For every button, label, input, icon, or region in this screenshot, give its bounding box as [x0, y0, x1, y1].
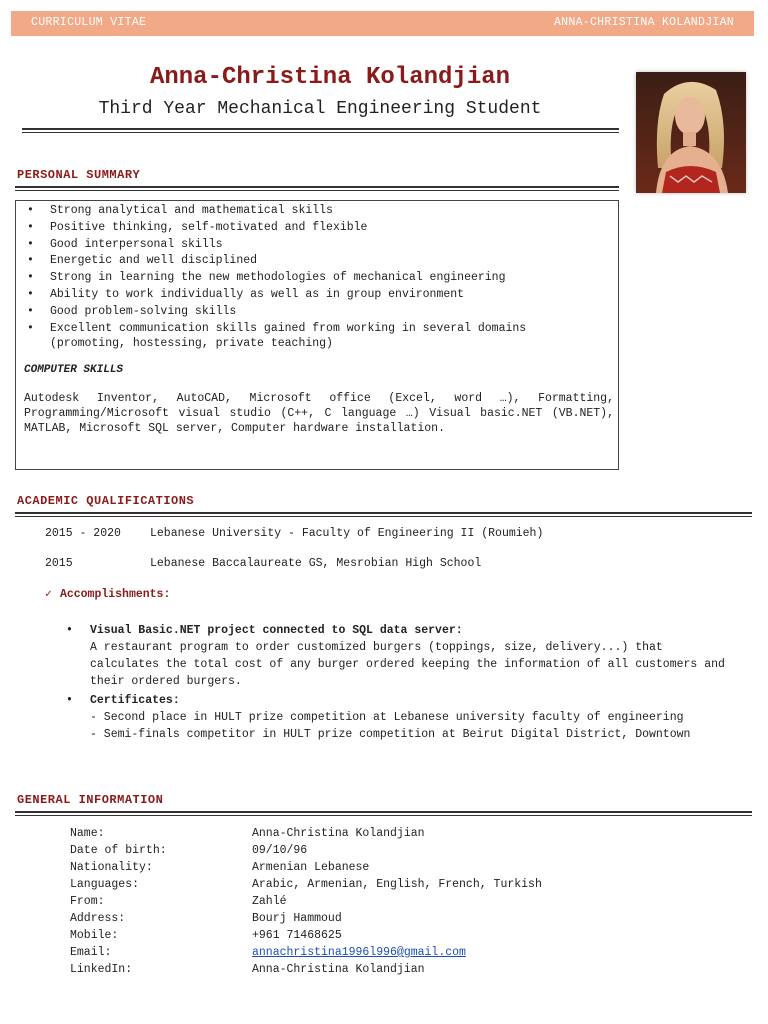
- list-item: • Strong in learning the new methodologies of mechanical engineering: [24, 270, 614, 287]
- profile-photo: [636, 72, 746, 193]
- info-row: [70, 927, 542, 944]
- accomplishments-label: Accomplishments:: [59, 588, 171, 601]
- list-item: • Good interpersonal skills: [24, 237, 614, 254]
- info-key: Email:: [70, 946, 112, 959]
- accomplishments-heading: [45, 586, 170, 601]
- page-title: Anna-Christina Kolandjian: [149, 64, 511, 91]
- academic-title: ACADEMIC QUALIFICATIONS: [17, 494, 195, 508]
- accomplishment-head: • Certificates:: [90, 694, 180, 707]
- info-value: Anna-Christina Kolandjian: [252, 827, 425, 840]
- summary-box: [15, 200, 619, 470]
- info-key: Date of birth:: [70, 844, 167, 857]
- checkmark-icon: ✓: [45, 588, 52, 601]
- info-row: [70, 944, 542, 961]
- computer-skills-text: Autodesk Inventor, AutoCAD, Microsoft office (Excel, word …), Formatting, Programming/Microsoft visual studio (C++, C language …) Visual basic.NET (VB.NET), MATLAB, Microsoft SQL server, Computer hardware installation.: [24, 392, 614, 435]
- list-item: • Energetic and well disciplined: [24, 253, 614, 270]
- academic-text: Lebanese University - Faculty of Engineering II (Roumieh): [150, 527, 544, 540]
- accomplishment-head: • Visual Basic.NET project connected to SQL data server:: [90, 624, 463, 637]
- summary-title: PERSONAL SUMMARY: [17, 168, 141, 182]
- list-item: • Ability to work individually as well as in group environment: [24, 287, 614, 304]
- info-value: Armenian Lebanese: [252, 861, 370, 874]
- divider: [22, 128, 619, 133]
- academic-row: [45, 557, 481, 570]
- info-row: [70, 842, 542, 859]
- general-title: GENERAL INFORMATION: [17, 793, 164, 807]
- info-row: [70, 910, 542, 927]
- accomplishment-line: A restaurant program to order customized burgers (toppings, size, delivery...) that calculates the total cost of any burger ordered keeping the information of all customers and their ordered burgers.: [90, 641, 725, 688]
- list-item: • Good problem-solving skills: [24, 304, 614, 321]
- accomplishment-line: - Semi-finals competitor in HULT prize competition at Beirut Digital District, Downtown: [90, 728, 691, 741]
- info-key: Mobile:: [70, 929, 119, 942]
- summary-list: [24, 203, 614, 351]
- computer-skills-title: COMPUTER SKILLS: [24, 364, 124, 376]
- academic-years: 2015: [45, 557, 73, 570]
- info-key: Address:: [70, 912, 126, 925]
- info-key: Name:: [70, 827, 105, 840]
- accomplishment-line: - Second place in HULT prize competition at Lebanese university faculty of engineering: [90, 711, 684, 724]
- general-info: [70, 825, 542, 978]
- header-right-label: ANNA-CHRISTINA KOLANDJIAN: [553, 16, 734, 29]
- info-key: Languages:: [70, 878, 140, 891]
- list-item: [66, 692, 726, 743]
- list-item: • Strong analytical and mathematical skills: [24, 203, 614, 220]
- divider: [15, 811, 752, 816]
- subtitle: Third Year Mechanical Engineering Student: [98, 99, 542, 119]
- divider: [15, 512, 752, 517]
- info-value: Anna-Christina Kolandjian: [252, 963, 425, 976]
- info-value: Zahlé: [252, 895, 287, 908]
- academic-text: Lebanese Baccalaureate GS, Mesrobian High School: [150, 557, 482, 570]
- divider: [15, 186, 619, 191]
- info-key: Nationality:: [70, 861, 153, 874]
- info-value: Bourj Hammoud: [252, 912, 342, 925]
- accomplishments-list: [66, 622, 726, 743]
- academic-row: [45, 527, 543, 540]
- info-value: Arabic, Armenian, English, French, Turkish: [252, 878, 542, 891]
- header-bar: [11, 11, 754, 36]
- info-row: [70, 876, 542, 893]
- info-row: [70, 825, 542, 842]
- info-value: 09/10/96: [252, 844, 308, 857]
- header-left-label: CURRICULUM VITAE: [31, 16, 147, 29]
- email-link[interactable]: annachristina1996l996@gmail.com: [252, 946, 466, 959]
- list-item: • Excellent communication skills gained from working in several domains (promoting, hostessing, private teaching): [24, 321, 530, 351]
- info-row: [70, 961, 542, 978]
- info-value: +961 71468625: [252, 929, 342, 942]
- list-item: [66, 622, 726, 690]
- info-row: [70, 893, 542, 910]
- academic-years: 2015 - 2020: [45, 527, 121, 540]
- info-key: LinkedIn:: [70, 963, 133, 976]
- info-row: [70, 859, 542, 876]
- info-key: From:: [70, 895, 105, 908]
- list-item: • Positive thinking, self-motivated and flexible: [24, 220, 614, 237]
